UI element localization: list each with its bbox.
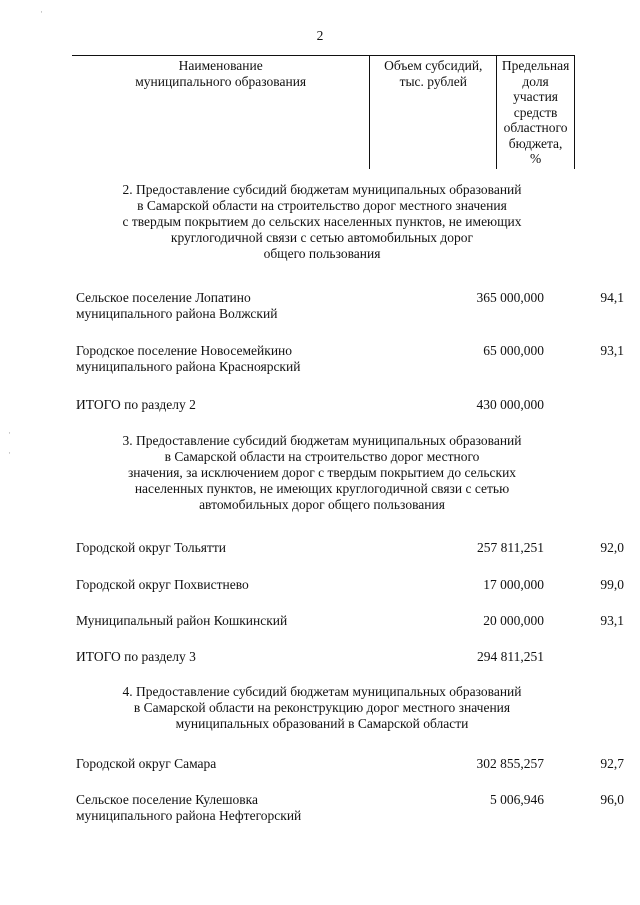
row-name: ИТОГО по разделу 3 — [76, 649, 196, 664]
row-name: Городской округ Похвистнево — [76, 577, 249, 592]
header-subsidy-volume — [370, 56, 497, 169]
row-amount: 302 855,257 — [476, 756, 544, 771]
row-amount: 257 811,251 — [477, 540, 544, 555]
row-name: Сельское поселение Кулешовка муниципального района Нефтегорский — [76, 792, 302, 823]
row-amount: 65 000,000 — [483, 343, 544, 358]
section-4-title: 4. Предоставление субсидий бюджетам муниципальных образований в Самарской области на реконструкцию дорог местного значения муниципальных образований в Самарской области — [122, 684, 522, 731]
row-share: 93,1 — [600, 343, 624, 358]
row-share: 92,7 — [600, 756, 624, 771]
row-share: 99,0 — [600, 577, 624, 592]
header-municipality-label: Наименование муниципального образования — [135, 58, 307, 89]
header-municipality — [72, 56, 370, 169]
row-name: Городской округ Самара — [76, 756, 217, 771]
row-name: Городское поселение Новосемейкино муниципального района Красноярский — [76, 343, 301, 374]
scan-mark: · — [8, 448, 11, 458]
page-number: 2 — [316, 28, 324, 43]
header-budget-share — [497, 56, 575, 169]
row-amount: 294 811,251 — [477, 649, 544, 664]
row-share: 92,0 — [600, 540, 624, 555]
row-amount: 17 000,000 — [483, 577, 544, 592]
row-amount: 430 000,000 — [476, 397, 544, 412]
row-share: 94,1 — [600, 290, 624, 305]
row-amount: 365 000,000 — [476, 290, 544, 305]
section-2-title: 2. Предоставление субсидий бюджетам муниципальных образований в Самарской области на строительство дорог местного значения с твердым покрытием до сельских населенных пунктов, не имеющих круглогодичной связи с сетью автомобильных дорог общего пользования — [122, 182, 522, 261]
table-header — [72, 55, 575, 169]
row-amount: 20 000,000 — [483, 613, 544, 628]
row-name: Муниципальный район Кошкинский — [76, 613, 288, 628]
row-name: Сельское поселение Лопатино муниципального района Волжский — [76, 290, 278, 321]
row-share: 96,0 — [600, 792, 624, 807]
row-amount: 5 006,946 — [490, 792, 544, 807]
row-name: ИТОГО по разделу 2 — [76, 397, 196, 412]
header-subsidy-volume-label: Объем субсидий, тыс. рублей — [384, 58, 483, 89]
header-budget-share-label: Предельная доля участия средств областного бюджета, % — [501, 58, 570, 166]
scan-mark: · — [40, 7, 43, 17]
section-3-title: 3. Предоставление субсидий бюджетам муниципальных образований в Самарской области на строительство дорог местного значения, за исключением дорог с твердым покрытием до сельских населенных пунктов, не имеющих круглогодичной связи с сетью автомобильных дорог общего пользования — [122, 433, 522, 512]
row-share: 93,1 — [600, 613, 624, 628]
row-name: Городской округ Тольятти — [76, 540, 227, 555]
scan-mark: · — [8, 428, 11, 438]
